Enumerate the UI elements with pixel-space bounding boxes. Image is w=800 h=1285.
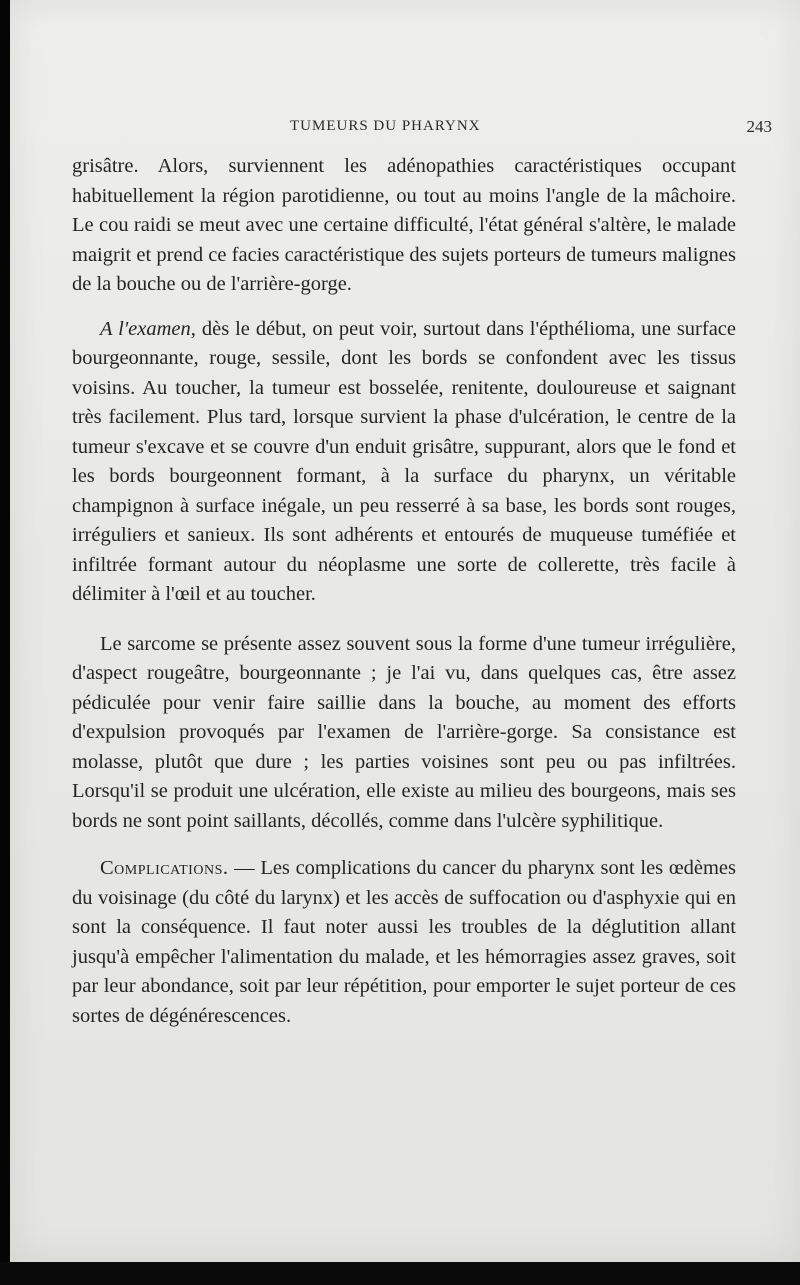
paragraph-examen <box>72 315 736 610</box>
paragraph-text: grisâtre. Alors, surviennent les adénopathies caractéristiques occupant habituellement la région parotidienne, ou tout au moins l'angle de la mâchoire. Le cou raidi se meut avec une certaine difficulté, l'état général s'altère, le malade maigrit et prend ce facies caractéristique des sujets porteurs de tumeurs malignes de la bouche ou de l'arrière-gorge. <box>72 155 736 295</box>
section-heading: Complications. <box>100 857 229 879</box>
paragraph-sarcome <box>72 630 736 837</box>
page-number: 243 <box>746 117 772 136</box>
paragraph-text: — Les complications du cancer du pharynx sont les œdèmes du voisinage (du côté du larynx) et les accès de suffocation ou d'asphyxie qui en sont la conséquence. Il faut noter aussi les troubles de la déglutition allant jusqu'à empêcher l'alimentation du malade, et les hémorragies assez graves, soit par leur abondance, soit par leur répétition, pour emporter le sujet porteur de ces sortes de dégénérescences. <box>72 857 736 1027</box>
body-text <box>72 152 736 1031</box>
book-page <box>10 0 800 1262</box>
paragraph-text: dès le début, on peut voir, surtout dans l'épthélioma, une surface bourgeonnante, rouge, sessile, dont les bords se confondent avec les tissus voisins. Au toucher, la tumeur est bosselée, renitente, douloureuse et saignant très facilement. Plus tard, lorsque survient la phase d'ulcération, le centre de la tumeur s'excave et se couvre d'un enduit grisâtre, suppurant, alors que le fond et les bords bourgeonnent formant, à la surface du pharynx, un véritable champignon à surface inégale, un peu resserré à sa base, les bords sont rouges, irréguliers et sanieux. Ils sont adhérents et entourés de muqueuse tuméfiée et infiltrée formant autour du néoplasme une sorte de collerette, très facile à délimiter à l'œil et au toucher. <box>72 317 736 605</box>
scan-bottom-edge <box>0 1262 800 1285</box>
paragraph-lead-italic: A l'examen, <box>100 317 196 340</box>
paragraph-text: Le sarcome se présente assez souvent sous la forme d'une tumeur irrégulière, d'aspect rougeâtre, bourgeonnante ; je l'ai vu, dans quelques cas, être assez pédiculée pour venir faire saillie dans la bouche, au moment des efforts d'expulsion provoqués par l'examen de l'arrière-gorge. Sa consistance est molasse, plutôt que dure ; les parties voisines sont peu ou pas infiltrées. Lorsqu'il se produit une ulcération, elle existe au milieu des bourgeons, mais ses bords ne sont point saillants, décollés, comme dans l'ulcère syphilitique. <box>72 632 736 832</box>
paragraph-continuation <box>72 152 736 300</box>
paragraph-complications <box>72 854 736 1031</box>
running-head: TUMEURS DU PHARYNX <box>290 118 481 134</box>
